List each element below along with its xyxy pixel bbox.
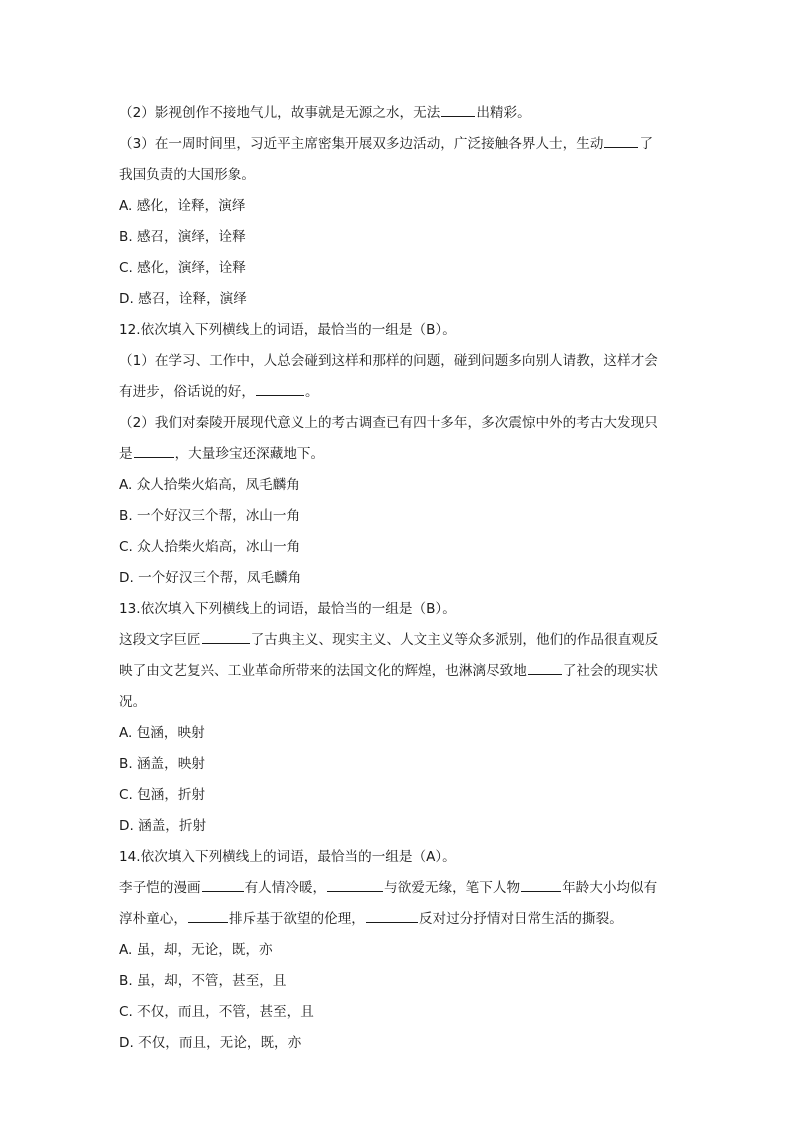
answer-option [119,284,679,315]
text-segment: 况。 [119,694,147,710]
paragraph-line [119,687,679,718]
question-heading [119,842,679,873]
text-segment: 12.依次填入下列横线上的词语，最恰当的一组是（B）。 [119,322,456,338]
text-segment: 反对过分抒情对日常生活的撕裂。 [418,911,623,927]
text-segment: 映了由文艺复兴、工业革命所带来的法国文化的辉煌，也淋漓尽致地 [119,663,527,679]
text-segment: （1）在学习、工作中，人总会碰到这样和那样的问题，碰到问题多向别人请教，这样才会 [119,353,658,369]
text-segment: （3）在一周时间里，习近平主席密集开展双多边活动，广泛接触各界人士，生动 [119,136,604,152]
text-segment: C. 感化，演绎，诠释 [119,260,246,276]
answer-option [119,966,679,997]
paragraph-line [119,625,679,656]
text-segment: 了古典主义、现实主义、人文主义等众多派别，他们的作品很直观反 [250,632,659,648]
fill-in-blank [327,877,383,892]
text-segment: 有人情冷暖， [244,880,327,896]
answer-option [119,749,679,780]
text-segment: D. 一个好汉三个帮，凤毛麟角 [119,570,302,586]
question-heading [119,594,679,625]
fill-in-blank [521,877,561,892]
text-segment: 13.依次填入下列横线上的词语，最恰当的一组是（B）。 [119,601,456,617]
text-segment: A. 众人拾柴火焰高，凤毛麟角 [119,477,300,493]
text-segment: ，大量珍宝还深藏地下。 [174,446,325,462]
fill-in-blank [202,629,250,644]
fill-in-blank [188,908,228,923]
answer-option [119,811,679,842]
paragraph-line [119,129,679,160]
text-segment: C. 众人拾柴火焰高，冰山一角 [119,539,301,555]
text-segment: 有进步，俗话说的好， [119,384,255,400]
text-segment: B. 一个好汉三个帮，冰山一角 [119,508,301,524]
answer-option [119,191,679,222]
fill-in-blank [366,908,418,923]
text-segment: 是 [119,446,133,462]
paragraph-line [119,346,679,377]
text-segment: 年龄大小均似有 [562,880,658,896]
text-segment: 出精彩。 [476,105,531,121]
fill-in-blank [256,381,304,396]
answer-option [119,1028,679,1059]
text-segment: A. 虽，却，无论，既，亦 [119,942,273,958]
text-segment: C. 包涵，折射 [119,787,206,803]
text-segment: （2）我们对秦陵开展现代意义上的考古调查已有四十多年，多次震惊中外的考古大发现只 [119,415,658,431]
text-segment: C. 不仅，而且，不管，甚至，且 [119,1004,314,1020]
fill-in-blank [528,660,562,675]
paragraph-line [119,160,679,191]
text-segment: D. 涵盖，折射 [119,818,207,834]
text-segment: 李子恺的漫画 [119,880,201,896]
paragraph-line [119,98,679,129]
paragraph-line [119,656,679,687]
fill-in-blank [604,133,638,148]
text-segment: 排斥基于欲望的伦理， [228,911,365,927]
text-segment: 14.依次填入下列横线上的词语，最恰当的一组是（A）。 [119,849,456,865]
paragraph-line [119,377,679,408]
fill-in-blank [202,877,244,892]
answer-option [119,997,679,1028]
answer-option [119,780,679,811]
question-heading [119,315,679,346]
text-segment: D. 感召，诠释，演绎 [119,291,247,307]
paragraph-line [119,873,679,904]
answer-option [119,935,679,966]
text-segment: 我国负责的大国形象。 [119,167,255,183]
document-body [119,98,679,1059]
text-segment: D. 不仅，而且，无论，既，亦 [119,1035,302,1051]
text-segment: B. 虽，却，不管，甚至，且 [119,973,287,989]
answer-option [119,253,679,284]
fill-in-blank [134,443,174,458]
answer-option [119,718,679,749]
answer-option [119,222,679,253]
paragraph-line [119,439,679,470]
answer-option [119,532,679,563]
text-segment: A. 感化，诠释，演绎 [119,198,246,214]
answer-option [119,501,679,532]
paragraph-line [119,408,679,439]
paragraph-line [119,904,679,935]
text-segment: （2）影视创作不接地气儿，故事就是无源之水，无法 [119,105,441,121]
text-segment: A. 包涵，映射 [119,725,205,741]
text-segment: 淳朴童心， [119,911,187,927]
text-segment: 。 [304,384,319,400]
text-segment: B. 感召，演绎，诠释 [119,229,246,245]
text-segment: 与欲爱无缘，笔下人物 [384,880,521,896]
text-segment: 了社会的现实状 [562,663,658,679]
answer-option [119,470,679,501]
text-segment: 了 [639,136,654,152]
text-segment: B. 涵盖，映射 [119,756,205,772]
answer-option [119,563,679,594]
fill-in-blank [441,102,475,117]
text-segment: 这段文字巨匠 [119,632,201,648]
